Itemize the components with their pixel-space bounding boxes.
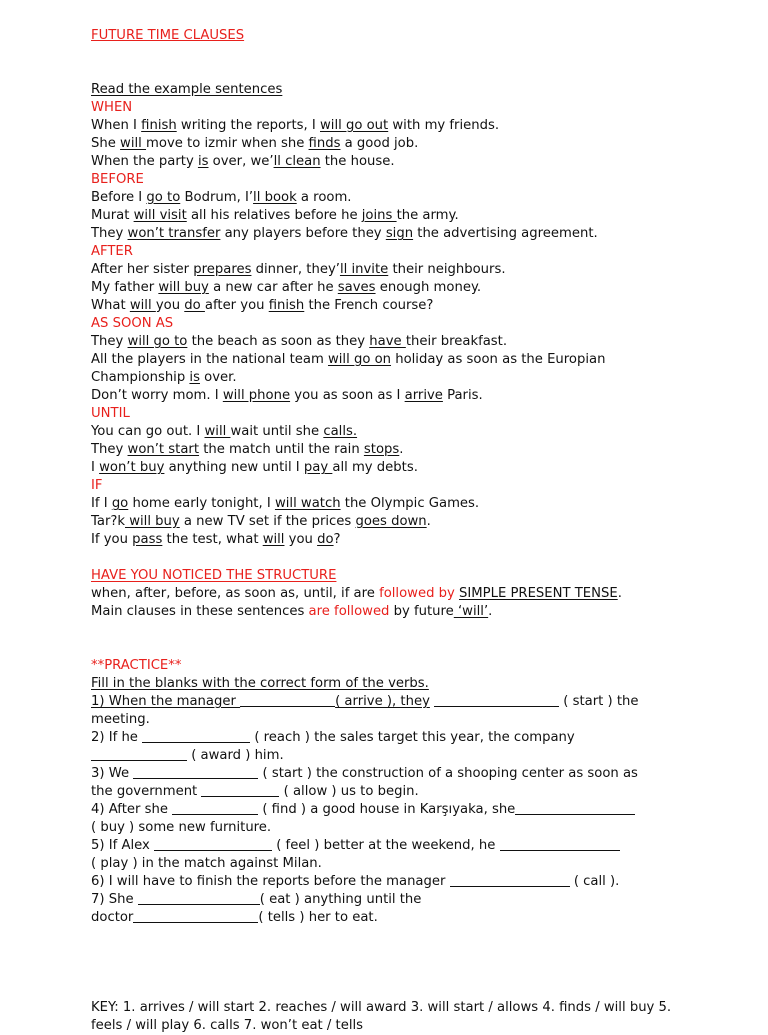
notice-line-2: Main clauses in these sentences are followed by future ‘will’. (91, 604, 493, 619)
answer-blank[interactable] (138, 891, 260, 905)
answer-blank[interactable] (450, 873, 570, 887)
sentence: After her sister prepares dinner, they’ll invite their neighbours. (91, 262, 506, 277)
answer-blank[interactable] (91, 747, 187, 761)
sentence: I won’t buy anything new until I pay all my debts. (91, 460, 418, 475)
sentence: Before I go to Bodrum, I’ll book a room. (91, 190, 352, 205)
sentence: They won’t transfer any players before they sign the advertising agreement. (91, 226, 598, 241)
sentence: Don’t worry mom. I will phone you as soon as I arrive Paris. (91, 388, 483, 403)
sentence: They will go to the beach as soon as they have their breakfast. (91, 334, 508, 349)
heading-before: BEFORE (91, 172, 144, 187)
practice-heading: **PRACTICE** (91, 658, 182, 673)
notice-line-1: when, after, before, as soon as, until, if are followed by SIMPLE PRESENT TENSE. (91, 586, 622, 601)
question-2: 2) If he ( reach ) the sales target this year, the company (91, 730, 575, 745)
answer-blank[interactable] (434, 693, 559, 707)
notice-heading: HAVE YOU NOTICED THE STRUCTURE (91, 568, 337, 583)
heading-after: AFTER (91, 244, 133, 259)
answer-blank[interactable] (133, 765, 258, 779)
sentence: My father will buy a new car after he saves enough money. (91, 280, 482, 295)
sentence: They won’t start the match until the rain stops. (91, 442, 404, 457)
answer-blank[interactable] (240, 693, 335, 707)
answer-blank[interactable] (142, 729, 250, 743)
sentence: Tar?k will buy a new TV set if the prices goes down. (91, 514, 431, 529)
heading-until: UNTIL (91, 406, 130, 421)
sentence: When the party is over, we’ll clean the house. (91, 154, 395, 169)
worksheet (91, 27, 691, 1035)
answer-blank[interactable] (133, 909, 258, 923)
sentence: What will you do after you finish the French course? (91, 298, 434, 313)
sentence: Murat will visit all his relatives before he joins the army. (91, 208, 459, 223)
question-7-cont: doctor ( tells ) her to eat. (91, 910, 378, 925)
sentence: She will move to izmir when she finds a good job. (91, 136, 419, 151)
question-5-cont: ( play ) in the match against Milan. (91, 856, 322, 871)
question-1-cont: meeting. (91, 712, 150, 727)
answer-blank[interactable] (201, 783, 279, 797)
question-4: 4) After she ( find ) a good house in Karşıyaka, she (91, 801, 691, 819)
question-5: 5) If Alex ( feel ) better at the weekend, he (91, 837, 691, 855)
sentence: You can go out. I will wait until she calls. (91, 424, 358, 439)
sentence: If I go home early tonight, I will watch the Olympic Games. (91, 496, 480, 511)
answer-blank[interactable] (500, 837, 620, 851)
question-3-cont: the government ( allow ) us to begin. (91, 784, 419, 799)
heading-when: WHEN (91, 100, 133, 115)
heading-as-soon-as: AS SOON AS (91, 316, 174, 331)
question-1: 1) When the manager ( arrive ), they ( start ) the (91, 694, 639, 709)
intro: Read the example sentences (91, 82, 283, 97)
question-4-cont: ( buy ) some new furniture. (91, 820, 272, 835)
answer-blank[interactable] (515, 801, 635, 815)
heading-if: IF (91, 478, 103, 493)
sentence: If you pass the test, what will you do? (91, 532, 341, 547)
question-7: 7) She ( eat ) anything until the (91, 892, 422, 907)
answer-blank[interactable] (172, 801, 258, 815)
sentence: All the players in the national team will go on holiday as soon as the Europian (91, 352, 606, 367)
question-6: 6) I will have to finish the reports before the manager ( call ). (91, 874, 620, 889)
answer-key: KEY: 1. arrives / will start 2. reaches / will award 3. will start / allows 4. finds / will buy 5. feels / will play 6. calls 7. won’t eat / tells (91, 1000, 672, 1033)
page-title: FUTURE TIME CLAUSES (91, 28, 245, 43)
question-2-cont: ( award ) him. (91, 747, 691, 765)
sentence: When I finish writing the reports, I will go out with my friends. (91, 118, 500, 133)
sentence: Championship is over. (91, 370, 237, 385)
practice-instruction: Fill in the blanks with the correct form of the verbs. (91, 676, 429, 691)
answer-blank[interactable] (154, 837, 272, 851)
question-3: 3) We ( start ) the construction of a shooping center as soon as (91, 766, 638, 781)
